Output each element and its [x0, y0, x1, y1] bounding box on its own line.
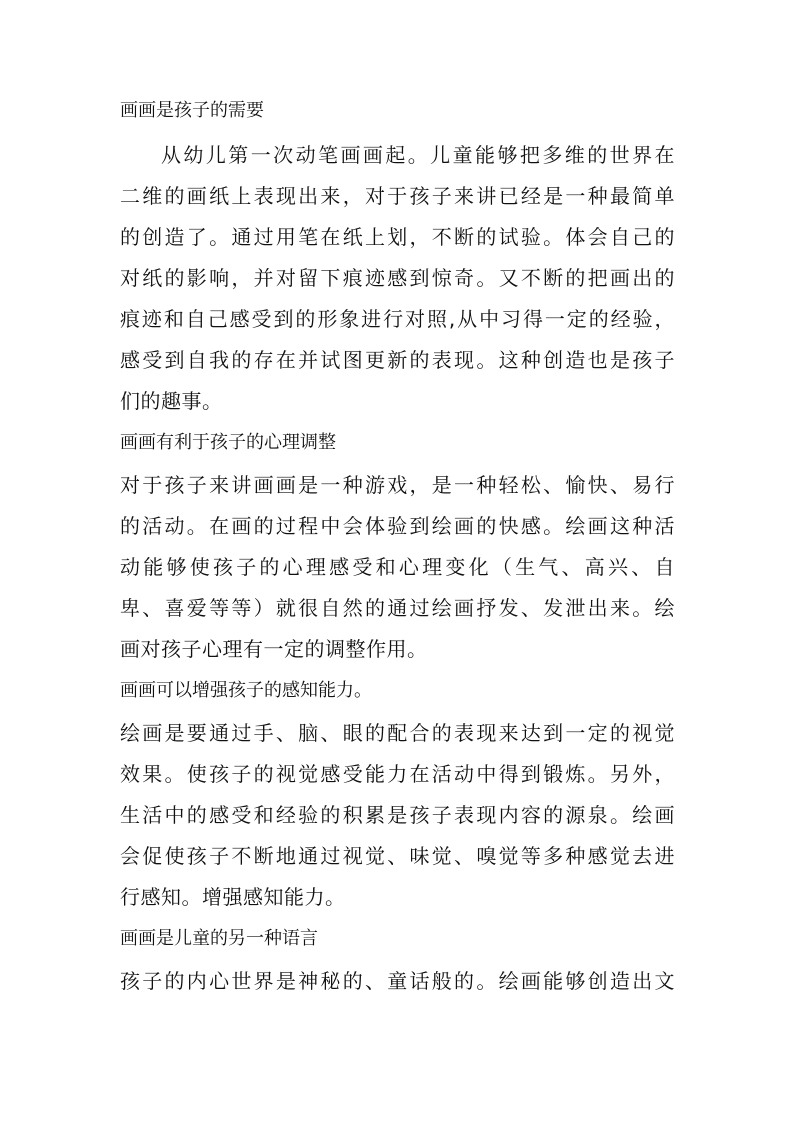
paragraph-line: 会促使孩子不断地通过视觉、味觉、嗅觉等多种感觉去进: [120, 844, 675, 868]
paragraph-line: 孩子的内心世界是神秘的、童话般的。绘画能够创造出文: [120, 969, 675, 993]
paragraph-line: 对纸的影响，并对留下痕迹感到惊奇。又不断的把画出的: [120, 266, 675, 290]
paragraph-line: 们的趣事。: [120, 389, 223, 413]
paragraph-line: 二维的画纸上表现出来，对于孩子来讲已经是一种最简单: [120, 184, 675, 208]
paragraph-line: 动能够使孩子的心理感受和心理变化（生气、高兴、自: [120, 555, 675, 579]
paragraph-line: 卑、喜爱等等）就很自然的通过绘画抒发、发泄出来。绘: [120, 596, 675, 620]
paragraph-line: 画对孩子心理有一定的调整作用。: [120, 637, 428, 661]
paragraph-line: 痕迹和自己感受到的形象进行对照,从中习得一定的经验，: [120, 307, 675, 331]
paragraph-line: 行感知。增强感知能力。: [120, 885, 346, 909]
section-heading-perception: 画画可以增强孩子的感知能力。: [120, 680, 372, 701]
paragraph-line: 的活动。在画的过程中会体验到绘画的快感。绘画这种活: [120, 514, 675, 538]
paragraph-line: 生活中的感受和经验的积累是孩子表现内容的源泉。绘画: [120, 803, 675, 827]
paragraph-line: 对于孩子来讲画画是一种游戏，是一种轻松、愉快、易行: [120, 473, 675, 497]
paragraph-line: 从幼儿第一次动笔画画起。儿童能够把多维的世界在: [161, 143, 675, 167]
paragraph-line: 效果。使孩子的视觉感受能力在活动中得到锻炼。另外，: [120, 762, 675, 786]
section-heading-psychology: 画画有利于孩子的心理调整: [120, 432, 336, 453]
section-heading-need: 画画是孩子的需要: [120, 100, 264, 121]
paragraph-line: 绘画是要通过手、脑、眼的配合的表现来达到一定的视觉: [120, 721, 675, 745]
paragraph-line: 感受到自我的存在并试图更新的表现。这种创造也是孩子: [120, 348, 675, 372]
section-heading-language: 画画是儿童的另一种语言: [120, 928, 318, 949]
paragraph-line: 的创造了。通过用笔在纸上划，不断的试验。体会自己的: [120, 225, 675, 249]
